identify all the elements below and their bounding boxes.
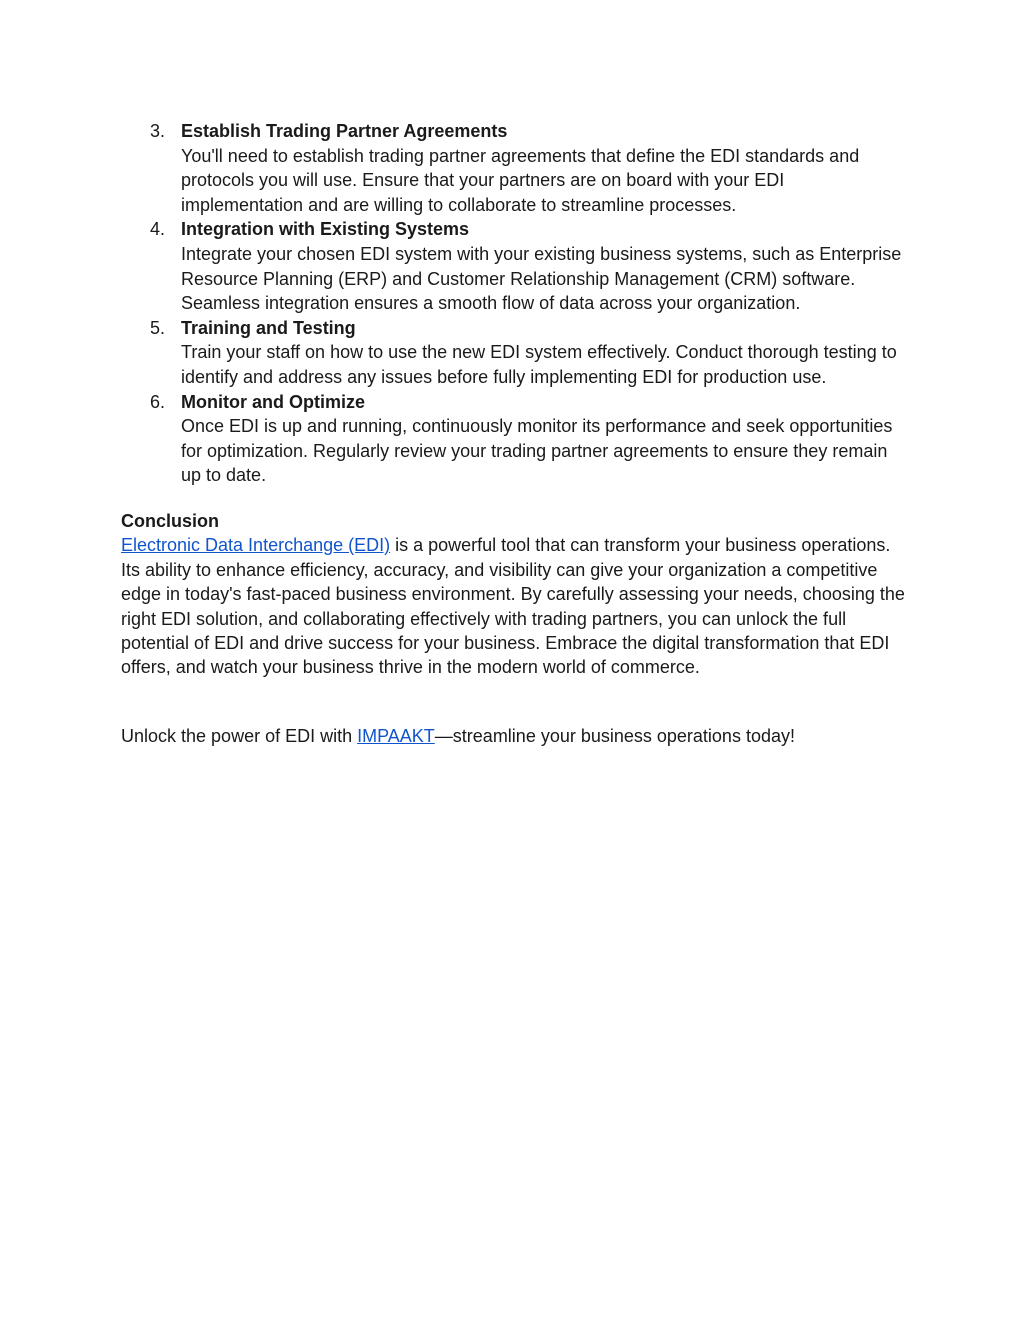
step-title: Training and Testing <box>181 317 356 338</box>
list-number: 3. <box>150 121 166 141</box>
list-number: 5. <box>150 317 166 338</box>
step-body: Integrate your chosen EDI system with your existing business systems, such as Enterprise Resource Planning (ERP) and Customer Relationship Management (CRM) software. Seamless integration ensures a smooth flow of data across your organization. <box>181 243 902 314</box>
step-body: Train your staff on how to use the new EDI system effectively. Conduct thorough testing to identify and address any issues before fully implementing EDI for production use. <box>181 342 897 387</box>
list-item-step-3 <box>121 119 911 217</box>
edi-link[interactable]: Electronic Data Interchange (EDI) <box>121 535 391 556</box>
list-item-step-6 <box>121 390 911 488</box>
call-to-action <box>121 724 911 748</box>
step-title: Integration with Existing Systems <box>181 219 470 240</box>
list-item-step-4 <box>121 217 911 315</box>
numbered-steps-list <box>121 119 911 488</box>
list-item-step-5 <box>121 316 911 390</box>
step-body: Once EDI is up and running, continuously monitor its performance and seek opportunities for optimization. Regularly review your trading partner agreements to ensure they remain up to date. <box>181 416 893 486</box>
list-number: 6. <box>150 391 166 412</box>
conclusion-paragraph <box>121 533 911 679</box>
impaakt-link[interactable]: IMPAAKT <box>357 726 435 746</box>
step-title: Establish Trading Partner Agreements <box>181 121 508 141</box>
conclusion-body: is a powerful tool that can transform your business operations. Its ability to enhance efficiency, accuracy, and visibility can give your organization a competitive edge in today's fast-paced business environment. By carefully assessing your needs, choosing the right EDI solution, and collaborating effectively with trading partners, you can unlock the full potential of EDI and drive success for your business. Embrace the digital transformation that EDI offers, and watch your business thrive in the modern world of commerce. <box>121 535 905 678</box>
cta-prefix: Unlock the power of EDI with <box>121 726 358 746</box>
list-number: 4. <box>150 219 166 240</box>
cta-suffix: —streamline your business operations today! <box>434 726 795 746</box>
conclusion-heading: Conclusion <box>121 511 219 531</box>
step-body: You'll need to establish trading partner agreements that define the EDI standards and protocols you will use. Ensure that your partners are on board with your EDI implementation and are willing to collaborate to streamline processes. <box>181 145 860 215</box>
step-title: Monitor and Optimize <box>181 391 365 412</box>
conclusion-section <box>121 509 911 680</box>
